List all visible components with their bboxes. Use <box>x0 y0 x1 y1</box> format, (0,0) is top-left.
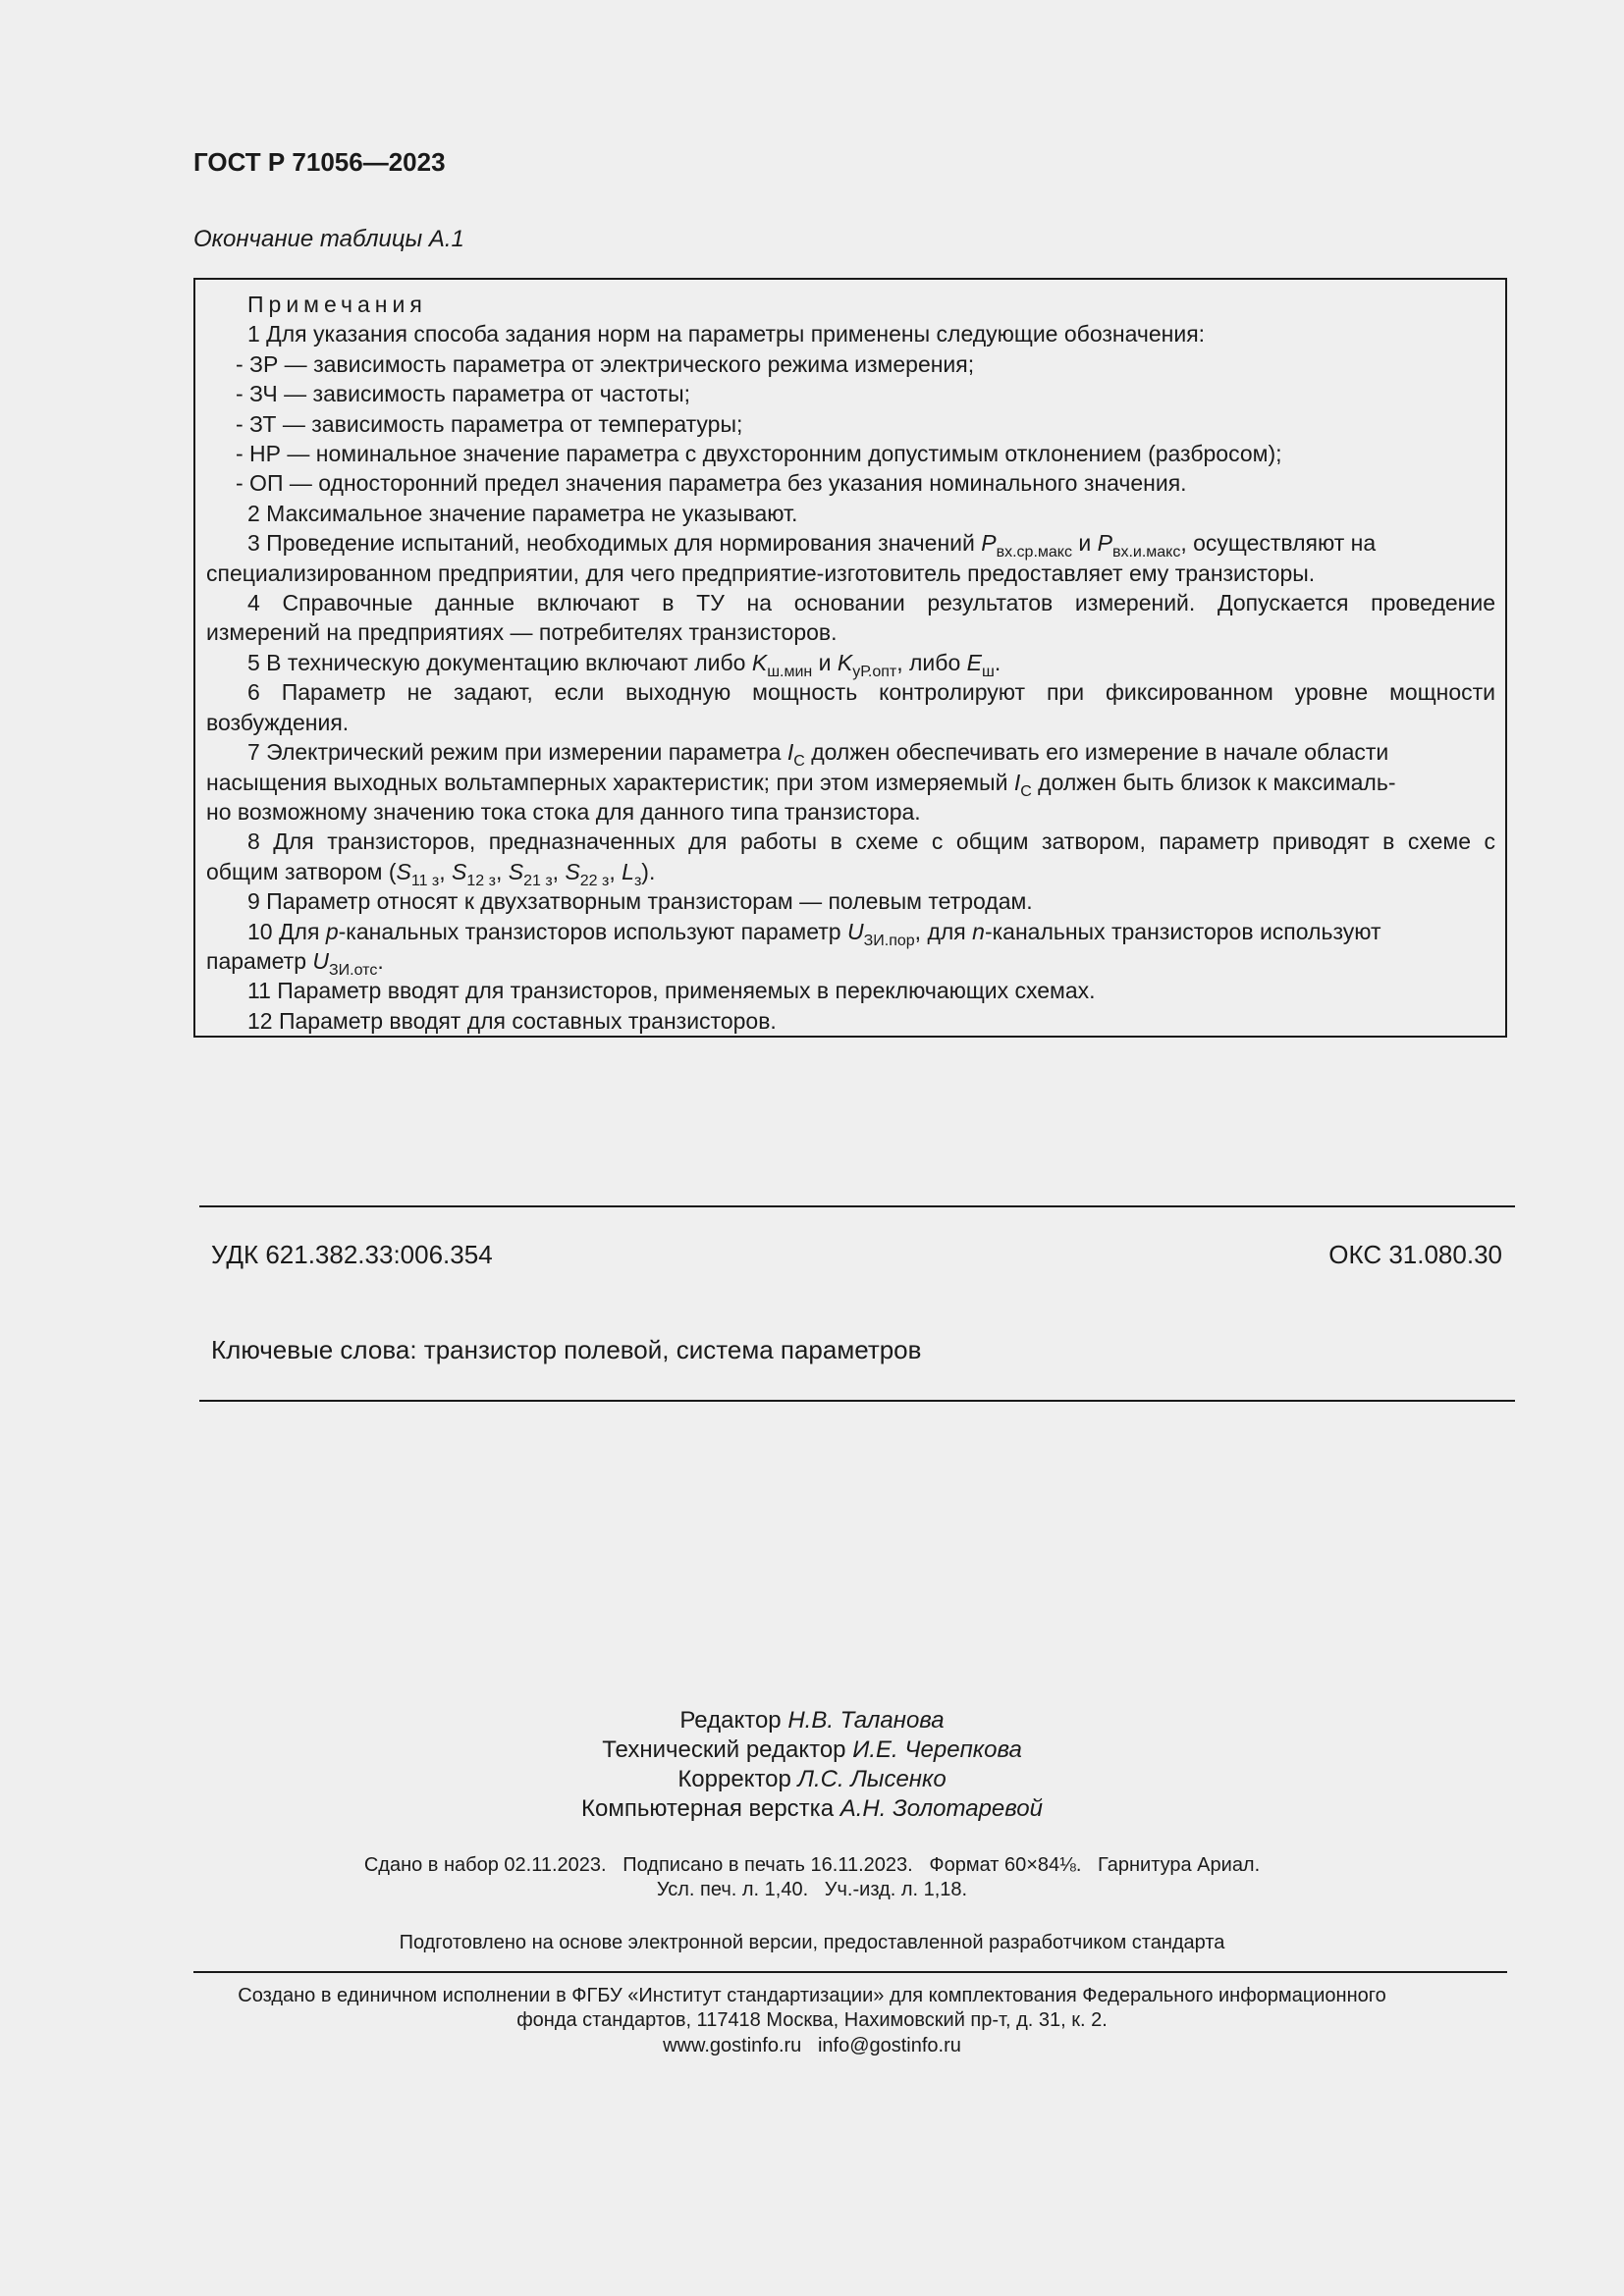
note-3-line-1: 3 Проведение испытаний, необходимых для нормирования значений $P_{вх.ср.макс}$ и $P_{вх.и.макс}$, осуществляют на <box>247 530 1377 561</box>
imprint-line-1: Сдано в набор 02.11.2023. Подписано в печать 16.11.2023. Формат 60×84⅛. Гарнитура Ариал. <box>363 1854 1261 1876</box>
document-code: ГОСТ Р 71056—2023 <box>193 147 446 177</box>
footer-divider <box>193 1971 1507 1973</box>
note-4-line-1: 4 Справочные данные включают в ТУ на основании результатов измерений. Допускается проведение <box>247 590 1495 616</box>
note-1: 1 Для указания способа задания норм на параметры применены следующие обозначения: <box>247 321 1206 347</box>
note-9: 9 Параметр относят к двухзатворным транзисторам — полевым тетродам. <box>247 888 1033 915</box>
credit-tech-editor: Технический редактор И.Е. Черепкова <box>602 1736 1022 1763</box>
notes-box <box>193 278 1507 1038</box>
credit-editor: Редактор Н.В. Таланова <box>679 1707 945 1734</box>
oks-code: ОКС 31.080.30 <box>1328 1240 1502 1269</box>
note-7-line-3: но возможному значению тока стока для данного типа транзистора. <box>206 798 921 825</box>
note-4-line-2: измерений на предприятиях — потребителях транзисторов. <box>206 619 838 646</box>
note-2: 2 Максимальное значение параметра не указывают. <box>247 500 798 526</box>
note-1-item-op: - ОП — односторонний предел значения параметра без указания номинального значения. <box>236 470 1187 497</box>
contacts: www.gostinfo.ru info@gostinfo.ru <box>663 2035 961 2056</box>
credit-corrector: Корректор Л.С. Лысенко <box>677 1766 947 1792</box>
prepared-note: Подготовлено на основе электронной версии, предоставленной разработчиком стандарта <box>399 1932 1225 1953</box>
note-10-line-1: 10 Для p-канальных транзисторов используют параметр $U_{ЗИ.пор}$, для n-канальных транзисторов используют <box>247 918 1381 949</box>
note-8-line-2: общим затвором ($S_{11 з}$, $S_{12 з}$, $S_{21 з}$, $S_{22 з}$, $L_з$). <box>206 858 656 889</box>
note-7-line-2: насыщения выходных вольтамперных характеристик; при этом измеряемый $I_С$ должен быть близок к максималь- <box>206 769 1396 800</box>
note-10-line-2: параметр $U_{ЗИ.отс}$. <box>206 947 384 979</box>
top-divider <box>199 1205 1515 1207</box>
note-1-item-zt: - ЗТ — зависимость параметра от температуры; <box>236 410 743 437</box>
note-11: 11 Параметр вводят для транзисторов, применяемых в переключающих схемах. <box>247 978 1096 1004</box>
note-6-line-1: 6 Параметр не задают, если выходную мощность контролируют при фиксированном уровне мощности <box>247 679 1495 706</box>
note-1-item-zr: - ЗР — зависимость параметра от электрического режима измерения; <box>236 350 975 377</box>
bottom-divider <box>199 1400 1515 1402</box>
notes-title: Примечания <box>247 292 427 317</box>
note-6-line-2: возбуждения. <box>206 709 350 735</box>
keywords: Ключевые слова: транзистор полевой, система параметров <box>211 1335 922 1364</box>
note-12: 12 Параметр вводят для составных транзисторов. <box>247 1007 777 1034</box>
note-8-line-1: 8 Для транзисторов, предназначенных для работы в схеме с общим затвором, параметр приводят в схеме с <box>247 828 1495 855</box>
created-line-1: Создано в единичном исполнении в ФГБУ «Институт стандартизации» для комплектования Федерального информационного <box>238 1985 1386 2006</box>
udk-code: УДК 621.382.33:006.354 <box>211 1240 493 1269</box>
note-1-item-nr: - НР — номинальное значение параметра с двухсторонним допустимым отклонением (разбросом); <box>236 441 1282 467</box>
created-line-2: фонда стандартов, 117418 Москва, Нахимовский пр-т, д. 31, к. 2. <box>516 2009 1108 2031</box>
credit-layout: Компьютерная верстка А.Н. Золотаревой <box>581 1795 1043 1822</box>
table-caption: Окончание таблицы А.1 <box>193 226 464 252</box>
note-5: 5 В техническую документацию включают либо $K_{ш.мин}$ и $K_{уР.опт}$, либо $E_ш$. <box>247 649 1001 680</box>
note-1-item-zch: - ЗЧ — зависимость параметра от частоты; <box>236 381 690 407</box>
imprint-line-2: Усл. печ. л. 1,40. Уч.-изд. л. 1,18. <box>656 1879 968 1900</box>
note-3-line-2: специализированном предприятии, для чего предприятие-изготовитель предоставляет ему транзисторы. <box>206 560 1316 586</box>
note-7-line-1: 7 Электрический режим при измерении параметра $I_С$ должен обеспечивать его измерение в начале области <box>247 739 1389 771</box>
